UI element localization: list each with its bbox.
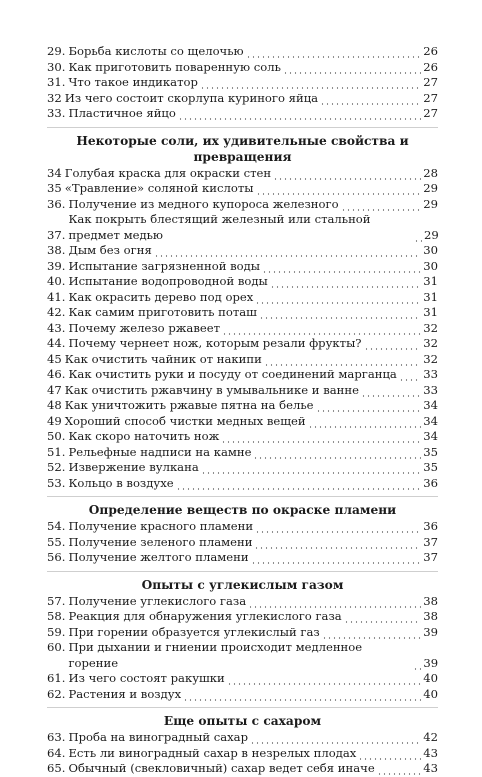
dot-leader xyxy=(262,259,421,275)
entry-title: Почему чернеет нож, которым резали фрукты? xyxy=(68,336,362,350)
toc-entry[interactable] xyxy=(47,730,438,746)
entry-number: 31. xyxy=(47,75,66,89)
toc-entry[interactable] xyxy=(47,383,438,399)
entry-page-number: 38 xyxy=(423,593,438,608)
entry-title: Как уничтожить ржавые пятна на белье xyxy=(64,398,314,412)
dot-leader xyxy=(250,730,421,746)
dot-leader xyxy=(254,535,421,551)
entry-number: 45 xyxy=(47,351,62,366)
entry-page-number: 30 xyxy=(423,258,438,273)
entry-number: 60. xyxy=(47,640,66,654)
entry-title: Что такое индикатор xyxy=(68,75,198,89)
entry-title: Как очистить руки и посуду от соединений марганца xyxy=(68,367,397,381)
entry-title: Получение из медного купороса железного xyxy=(68,196,339,211)
dot-leader xyxy=(364,336,422,352)
entry-number: 33. xyxy=(47,106,66,120)
entry-number: 35 xyxy=(47,181,62,195)
dot-leader xyxy=(270,274,422,290)
dot-leader xyxy=(283,60,421,76)
entry-number: 56. xyxy=(47,550,66,564)
entry-page-number: 39 xyxy=(423,624,438,639)
toc-entry[interactable] xyxy=(47,460,438,476)
entry-title: Получение красного пламени xyxy=(68,519,254,533)
entry-title: Кольцо в воздухе xyxy=(68,475,174,490)
dot-leader xyxy=(183,687,421,703)
entry-title: Извержение вулкана xyxy=(68,460,199,474)
entry-number: 51. xyxy=(47,444,66,459)
dot-leader xyxy=(322,625,422,641)
toc-entry[interactable] xyxy=(47,274,438,290)
entry-number: 61. xyxy=(47,671,66,685)
dot-leader xyxy=(273,166,421,182)
entry-number: 43. xyxy=(47,320,66,335)
toc-entry[interactable] xyxy=(47,197,438,213)
dot-leader xyxy=(200,75,421,91)
entry-page-number: 29 xyxy=(423,181,438,195)
entry-number: 65. xyxy=(47,761,66,775)
entry-page-number: 38 xyxy=(423,609,438,623)
dot-leader xyxy=(255,519,421,535)
dot-leader xyxy=(255,290,421,306)
dot-leader xyxy=(264,352,421,368)
entry-page-number: 27 xyxy=(423,106,438,120)
entry-number: 40. xyxy=(47,274,66,288)
dot-leader xyxy=(358,746,421,762)
entry-title: Есть ли виноградный сахар в незрелых плодах xyxy=(68,745,357,760)
entry-number: 50. xyxy=(47,429,66,443)
dot-leader xyxy=(320,91,421,107)
toc-entry[interactable] xyxy=(47,550,438,566)
entry-title: Из чего состоит скорлупа куриного яйца xyxy=(64,90,319,105)
entry-number: 38. xyxy=(47,243,66,257)
dot-leader xyxy=(246,44,422,60)
dot-leader xyxy=(344,609,422,625)
entry-title: При горении образуется углекислый газ xyxy=(68,624,320,639)
entry-number: 30. xyxy=(47,59,66,74)
entry-title: Хороший способ чистки медных вещей xyxy=(64,413,306,428)
toc-entry[interactable] xyxy=(47,687,438,703)
section-heading: Опыты с углекислым газом xyxy=(141,577,344,592)
toc-entry[interactable] xyxy=(47,91,438,107)
toc-entry[interactable] xyxy=(47,519,438,535)
toc-section xyxy=(47,707,438,777)
entry-page-number: 33 xyxy=(423,382,438,397)
entry-page-number: 31 xyxy=(423,289,438,304)
entry-page-number: 43 xyxy=(423,745,438,760)
toc-entry[interactable] xyxy=(47,535,438,551)
entry-number: 57. xyxy=(47,593,66,608)
dot-leader xyxy=(361,383,421,399)
toc-entry[interactable] xyxy=(47,640,438,671)
entry-page-number: 32 xyxy=(423,351,438,366)
dot-leader xyxy=(316,398,422,414)
dot-leader xyxy=(341,197,422,213)
entry-title: Рельефные надписи на камне xyxy=(68,444,252,459)
toc-entry[interactable] xyxy=(47,106,438,122)
toc-entry[interactable] xyxy=(47,60,438,76)
toc-entry[interactable] xyxy=(47,259,438,275)
entry-title: Обычный (свекловичный) сахар ведет себя иначе xyxy=(68,761,375,775)
toc-entry[interactable] xyxy=(47,181,438,197)
toc-section xyxy=(47,496,438,566)
toc-entry[interactable] xyxy=(47,445,438,461)
entry-number: 64. xyxy=(47,745,66,760)
entry-page-number: 34 xyxy=(423,398,438,412)
entry-page-number: 36 xyxy=(423,519,438,533)
entry-number: 55. xyxy=(47,534,66,549)
entry-number: 36. xyxy=(47,196,66,211)
entry-page-number: 36 xyxy=(423,475,438,490)
entry-number: 34 xyxy=(47,165,62,180)
entry-title: Получение зеленого пламени xyxy=(68,534,253,549)
dot-leader xyxy=(256,181,422,197)
entry-title: Голубая краска для окраски стен xyxy=(64,165,272,180)
entry-title: Проба на виноградный сахар xyxy=(68,730,249,744)
entry-title: Пластичное яйцо xyxy=(68,106,176,120)
entry-page-number: 28 xyxy=(423,165,438,180)
dot-leader xyxy=(251,550,422,566)
entry-number: 62. xyxy=(47,686,66,701)
entry-title: Дым без огня xyxy=(68,243,152,257)
entry-page-number: 26 xyxy=(423,44,438,58)
entry-number: 63. xyxy=(47,730,66,744)
entry-page-number: 30 xyxy=(423,243,438,257)
toc-section xyxy=(47,571,438,703)
entry-number: 47 xyxy=(47,382,62,397)
entry-title: Борьба кислоты со щелочью xyxy=(68,44,244,58)
toc-entry[interactable] xyxy=(47,352,438,368)
section-heading: Некоторые соли, их удивительные свойства и превращения xyxy=(76,133,409,164)
entry-page-number: 31 xyxy=(423,305,438,319)
entry-number: 37. xyxy=(47,227,66,242)
entry-page-number: 34 xyxy=(423,429,438,443)
toc-section xyxy=(47,127,438,492)
entry-number: 49 xyxy=(47,413,62,428)
entry-page-number: 29 xyxy=(424,227,439,242)
entry-title: Как очистить чайник от накипи xyxy=(64,351,262,366)
toc-entry[interactable] xyxy=(47,414,438,430)
toc-entry[interactable] xyxy=(47,761,438,777)
entry-number: 52. xyxy=(47,460,66,474)
entry-title: Получение углекислого газа xyxy=(68,593,247,608)
dot-leader xyxy=(413,656,421,672)
entry-page-number: 35 xyxy=(423,460,438,474)
entry-page-number: 31 xyxy=(423,274,438,288)
toc-entry[interactable] xyxy=(47,166,438,182)
entry-page-number: 37 xyxy=(423,534,438,549)
toc-entry[interactable] xyxy=(47,212,438,243)
section-heading: Еще опыты с сахаром xyxy=(163,714,322,728)
entry-title: Из чего состоят ракушки xyxy=(68,671,225,685)
entry-title: Испытание водопроводной воды xyxy=(68,274,268,288)
entry-page-number: 33 xyxy=(423,367,438,381)
toc-entry[interactable] xyxy=(47,305,438,321)
toc-entry[interactable] xyxy=(47,625,438,641)
entry-number: 58. xyxy=(47,609,66,623)
toc-entry[interactable] xyxy=(47,243,438,259)
entry-title: Получение желтого пламени xyxy=(68,550,249,564)
toc-entry[interactable] xyxy=(47,671,438,687)
dot-leader xyxy=(377,761,422,777)
dot-leader xyxy=(248,594,421,610)
entry-page-number: 27 xyxy=(423,90,438,105)
toc-entry[interactable] xyxy=(47,609,438,625)
entry-number: 59. xyxy=(47,624,66,639)
toc-entry[interactable] xyxy=(47,290,438,306)
entry-page-number: 39 xyxy=(423,655,439,670)
entry-title: Реакция для обнаружения углекислого газа xyxy=(68,609,342,623)
entry-title: «Травление» соляной кислоты xyxy=(64,181,254,195)
dot-leader xyxy=(222,321,421,337)
dot-leader xyxy=(178,106,421,122)
toc-entry[interactable] xyxy=(47,398,438,414)
toc-entry[interactable] xyxy=(47,429,438,445)
entry-page-number: 27 xyxy=(423,75,438,89)
entry-number: 48 xyxy=(47,398,62,412)
dot-leader xyxy=(176,476,422,492)
entry-title: Как окрасить дерево под орех xyxy=(68,289,254,304)
toc-entry[interactable] xyxy=(47,476,438,492)
entry-page-number: 34 xyxy=(423,413,438,428)
entry-title: Как самим приготовить поташ xyxy=(68,305,257,319)
dot-leader xyxy=(399,367,421,383)
section-heading: Определение веществ по окраске пламени xyxy=(88,503,397,517)
entry-title: При дыхании и гниении происходит медленное горение xyxy=(68,640,363,670)
entry-title: Как покрыть блестящий железный или стальной предмет медью xyxy=(68,212,371,242)
entry-number: 41. xyxy=(47,289,66,304)
dot-leader xyxy=(308,414,422,430)
entry-page-number: 29 xyxy=(423,196,438,211)
entry-page-number: 40 xyxy=(423,671,438,685)
toc-entry[interactable] xyxy=(47,746,438,762)
dot-leader xyxy=(259,305,421,321)
toc-entry[interactable] xyxy=(47,75,438,91)
entry-page-number: 43 xyxy=(423,761,438,775)
entry-number: 42. xyxy=(47,305,66,319)
entry-page-number: 35 xyxy=(423,444,438,459)
entry-number: 54. xyxy=(47,519,66,533)
entry-page-number: 26 xyxy=(423,59,438,74)
entry-number: 39. xyxy=(47,258,66,273)
dot-leader xyxy=(414,228,422,244)
toc-entry[interactable] xyxy=(47,321,438,337)
entry-page-number: 32 xyxy=(423,336,438,350)
entry-title: Как приготовить поваренную соль xyxy=(68,59,281,74)
toc-section xyxy=(47,44,438,122)
entry-page-number: 40 xyxy=(423,686,438,701)
entry-page-number: 37 xyxy=(423,550,438,564)
entry-title: Как очистить ржавчину в умывальнике и ванне xyxy=(64,382,359,397)
dot-leader xyxy=(227,671,421,687)
dot-leader xyxy=(253,445,421,461)
dot-leader xyxy=(221,429,421,445)
toc-entry[interactable] xyxy=(47,44,438,60)
entry-number: 29. xyxy=(47,44,66,58)
entry-page-number: 32 xyxy=(423,320,438,335)
entry-title: Как скоро наточить нож xyxy=(68,429,220,443)
entry-number: 53. xyxy=(47,475,66,490)
entry-title: Испытание загрязненной воды xyxy=(68,258,261,273)
entry-number: 32 xyxy=(47,90,62,105)
entry-title: Почему железо ржавеет xyxy=(68,320,220,335)
toc-entry[interactable] xyxy=(47,594,438,610)
entry-page-number: 42 xyxy=(423,730,438,744)
dot-leader xyxy=(201,460,421,476)
table-of-contents xyxy=(47,44,438,777)
toc-entry[interactable] xyxy=(47,336,438,352)
entry-number: 44. xyxy=(47,336,66,350)
entry-number: 46. xyxy=(47,367,66,381)
toc-entry[interactable] xyxy=(47,367,438,383)
dot-leader xyxy=(154,243,421,259)
entry-title: Растения и воздух xyxy=(68,686,182,701)
